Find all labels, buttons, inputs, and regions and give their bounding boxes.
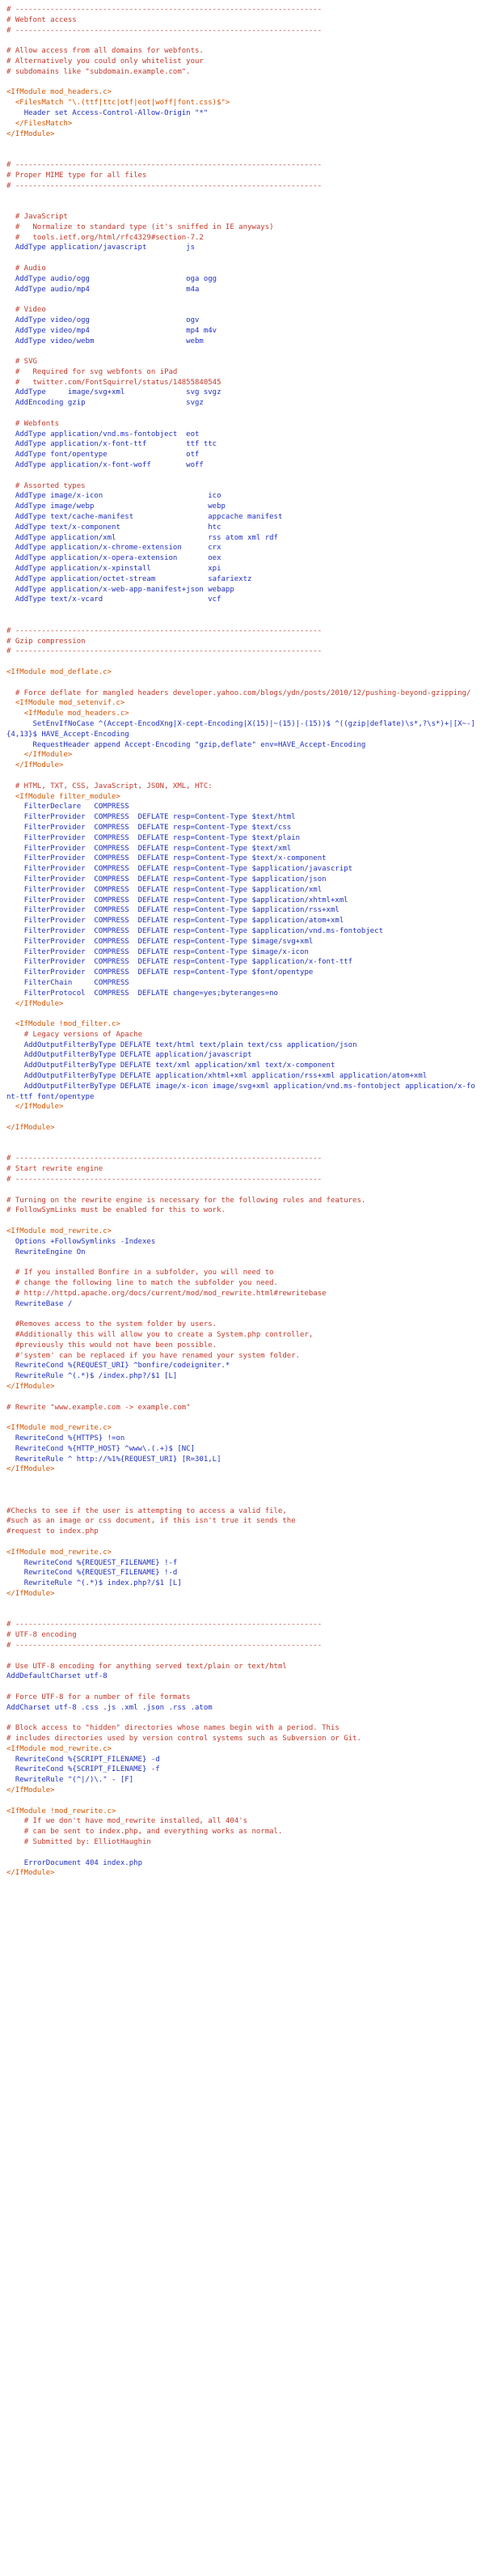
code-line (6, 1599, 479, 1610)
code-line (6, 605, 479, 616)
code-line: <IfModule mod_rewrite.c> (6, 1424, 112, 1433)
code-line (6, 1392, 479, 1403)
code-line (6, 1475, 479, 1485)
code-line (6, 1257, 479, 1268)
code-line: # http://httpd.apache.org/docs/current/mod/mod_rewrite.html#rewritebase (6, 1289, 327, 1298)
code-line: ErrorDocument 404 index.php (6, 1858, 142, 1867)
code-line: # ---------------------------------------------------------------------- (6, 1621, 323, 1629)
code-line: # Submitted by: ElliotHaughin (6, 1838, 151, 1847)
code-line: AddType application/xml rss atom xml rdf (6, 533, 278, 542)
code-line: # JavaScript (6, 212, 68, 221)
code-line: #'system' can be replaced if you have renamed your system folder. (6, 1351, 301, 1360)
code-line: AddOutputFilterByType DEFLATE text/xml application/xml text/x-component (6, 1061, 335, 1070)
code-line: FilterDeclare COMPRESS (6, 803, 129, 811)
code-line: # If we don't have mod_rewrite installed, all 404's (6, 1817, 248, 1826)
code-line: AddType application/vnd.ms-fontobject eot (6, 430, 200, 439)
code-line: <IfModule mod_setenvif.c> (6, 699, 125, 708)
code-line: #previously this would not have been possible. (6, 1341, 217, 1349)
code-line: # Rewrite "www.example.com -> example.com" (6, 1403, 191, 1412)
code-line: # HTML, TXT, CSS, JavaScript, JSON, XML, HTC: (6, 782, 213, 790)
code-line: Options +FollowSymlinks -Indexes (6, 1237, 156, 1246)
code-line: FilterProvider COMPRESS DEFLATE resp=Content-Type $application/javascript (6, 865, 353, 874)
code-line: #such as an image or css document, if this isn't true it sends the (6, 1517, 296, 1526)
code-line (6, 1144, 479, 1155)
code-line: <IfModule mod_deflate.c> (6, 668, 112, 676)
code-line: AddType text/x-component htc (6, 523, 221, 532)
code-line: # Legacy versions of Apache (6, 1030, 142, 1039)
code-line (6, 1112, 479, 1123)
code-line (6, 1682, 479, 1693)
code-line: # Normalize to standard type (it's sniffed in IE anyways) (6, 222, 274, 231)
code-line: # ---------------------------------------------------------------------- (6, 1641, 323, 1650)
code-line: </IfModule> (6, 1869, 55, 1878)
code-line: #Removes access to the system folder by users. (6, 1320, 217, 1329)
code-line: # If you installed Bonfire in a subfolder, you will need to (6, 1269, 274, 1277)
code-line: # Gzip compression (6, 637, 86, 646)
code-line: <IfModule mod_headers.c> (6, 88, 112, 97)
code-line: # ---------------------------------------------------------------------- (6, 647, 323, 656)
code-line: AddType application/javascript js (6, 244, 196, 252)
code-line: # Alternatively you could only whitelist your (6, 57, 204, 66)
code-line: FilterProvider COMPRESS DEFLATE resp=Content-Type $text/html (6, 813, 296, 822)
code-line: # Assorted types (6, 481, 86, 490)
code-line (6, 201, 479, 212)
code-line: # Start rewrite engine (6, 1165, 103, 1174)
code-line: RewriteEngine On (6, 1248, 86, 1256)
code-line: RewriteRule ^(.*)$ index.php?/$1 [L] (6, 1579, 182, 1588)
code-line (6, 616, 479, 626)
code-line: AddType application/x-xpinstall xpi (6, 565, 221, 574)
code-line: AddEncoding gzip svgz (6, 399, 204, 408)
code-line: AddType application/octet-stream safariextz (6, 574, 252, 583)
code-line: # ---------------------------------------------------------------------- (6, 1155, 323, 1163)
code-line (6, 1133, 479, 1144)
code-line: FilterProvider COMPRESS DEFLATE resp=Content-Type $text/css (6, 823, 292, 832)
code-line: #request to index.php (6, 1527, 99, 1536)
code-line: </FilesMatch> (6, 119, 73, 128)
code-line: <IfModule mod_rewrite.c> (6, 1548, 112, 1557)
code-line (6, 1009, 479, 1019)
code-line: <FilesMatch "\.(ttf|ttc|otf|eot|woff|font.css)$"> (6, 99, 230, 108)
code-line: # ---------------------------------------------------------------------- (6, 160, 323, 169)
code-line: <IfModule !mod_rewrite.c> (6, 1807, 116, 1815)
code-line: # Force deflate for mangled headers developer.yahoo.com/blogs/ydn/posts/2010/12/pushing-beyond-gzipping/ (6, 688, 471, 697)
code-line: #Additionally this will allow you to create a System.php controller, (6, 1331, 314, 1339)
code-line (6, 36, 479, 46)
code-line (6, 346, 479, 357)
code-line: # UTF-8 encoding (6, 1631, 77, 1640)
code-line: FilterChain COMPRESS (6, 978, 129, 987)
code-line (6, 1610, 479, 1621)
code-line: <IfModule filter_module> (6, 792, 120, 801)
code-line: RewriteCond %{SCRIPT_FILENAME} -f (6, 1765, 160, 1774)
code-line (6, 1651, 479, 1662)
code-line (6, 771, 479, 782)
code-line (6, 1848, 479, 1858)
code-line: AddType image/svg+xml svg svgz (6, 388, 221, 397)
code-line: </IfModule> (6, 1382, 55, 1391)
code-line: # Allow access from all domains for webfonts. (6, 47, 204, 56)
code-line: # can be sent to index.php, and everything works as normal. (6, 1828, 283, 1837)
code-line (6, 1309, 479, 1320)
code-line: FilterProvider COMPRESS DEFLATE resp=Content-Type $text/xml (6, 844, 292, 853)
code-line: # ---------------------------------------------------------------------- (6, 626, 323, 635)
code-line: AddType application/x-font-woff woff (6, 461, 204, 470)
code-line: FilterProvider COMPRESS DEFLATE resp=Content-Type $application/vnd.ms-fontobject (6, 926, 384, 935)
code-line: AddType video/webm webm (6, 337, 204, 345)
code-line: # ---------------------------------------------------------------------- (6, 181, 323, 190)
code-line: FilterProvider COMPRESS DEFLATE resp=Content-Type $application/json (6, 875, 327, 883)
code-line: AddType font/opentype otf (6, 451, 200, 460)
code-line: FilterProvider COMPRESS DEFLATE resp=Content-Type $text/x-component (6, 854, 327, 863)
code-line: AddType video/ogg ogv (6, 316, 200, 324)
code-line: </IfModule> (6, 1124, 55, 1133)
code-line: AddType audio/ogg oga ogg (6, 274, 217, 283)
code-line: RewriteCond %{HTTPS} !=on (6, 1434, 125, 1443)
code-line: # Force UTF-8 for a number of file formats (6, 1693, 191, 1701)
code-line: FilterProvider COMPRESS DEFLATE resp=Content-Type $text/plain (6, 833, 301, 842)
code-line: # Proper MIME type for all files (6, 171, 147, 180)
code-line: AddOutputFilterByType DEFLATE image/x-icon image/svg+xml application/vnd.ms-fontobject application/x-font-ttf font/opentype (6, 1082, 475, 1101)
code-line: # Required for svg webfonts on iPad (6, 367, 178, 376)
code-line: # tools.ietf.org/html/rfc4329#section-7.2 (6, 233, 204, 242)
code-line: FilterProvider COMPRESS DEFLATE resp=Content-Type $font/opentype (6, 968, 314, 977)
code-line: AddCharset utf-8 .css .js .xml .json .rss .atom (6, 1703, 213, 1712)
code-line (6, 150, 479, 160)
code-line: RewriteRule "(^|/)\." - [F] (6, 1776, 134, 1785)
code-line: RewriteRule ^(.*)$ /index.php?/$1 [L] (6, 1372, 178, 1381)
code-line (6, 294, 479, 305)
code-line: # Audio (6, 264, 46, 273)
code-line: </IfModule> (6, 129, 55, 138)
code-line: RewriteCond %{REQUEST_FILENAME} !-d (6, 1569, 178, 1578)
code-line: AddType image/x-icon ico (6, 492, 221, 501)
code-line: AddType image/webp webp (6, 502, 226, 511)
code-line: FilterProvider COMPRESS DEFLATE resp=Content-Type $image/x-icon (6, 947, 309, 956)
code-line: # Block access to "hidden" directories whose names begin with a period. This (6, 1724, 340, 1733)
code-line: #Checks to see if the user is attempting to access a valid file, (6, 1506, 287, 1515)
code-line: # Webfonts (6, 419, 60, 428)
code-line: <IfModule !mod_filter.c> (6, 1020, 120, 1029)
code-line: AddType audio/mp4 m4a (6, 285, 200, 294)
code-line: </IfModule> (6, 751, 73, 760)
code-line: </IfModule> (6, 1786, 55, 1795)
code-line: FilterProvider COMPRESS DEFLATE resp=Content-Type $application/xhtml+xml (6, 896, 348, 905)
code-line: </IfModule> (6, 1103, 64, 1112)
code-line: # includes directories used by version control systems such as Subversion or Git. (6, 1735, 361, 1743)
code-line (6, 191, 479, 201)
code-line (6, 409, 479, 419)
code-line: </IfModule> (6, 1589, 55, 1598)
code-line (6, 139, 479, 150)
code-line: # ---------------------------------------------------------------------- (6, 6, 323, 14)
code-line: RewriteCond %{REQUEST_URI} ^bonfire/codeigniter.* (6, 1362, 230, 1371)
code-line (6, 1796, 479, 1807)
code-line: # ---------------------------------------------------------------------- (6, 26, 323, 35)
code-line: # Turning on the rewrite engine is necessary for the following rules and features. (6, 1196, 366, 1205)
code-line: RewriteCond %{REQUEST_FILENAME} !-f (6, 1558, 178, 1567)
code-line: AddType application/x-font-ttf ttf ttc (6, 440, 217, 449)
code-line: FilterProvider COMPRESS DEFLATE resp=Content-Type $application/xml (6, 885, 323, 894)
code-line: AddType application/x-opera-extension oex (6, 554, 221, 563)
code-line: FilterProvider COMPRESS DEFLATE resp=Content-Type $application/atom+xml (6, 917, 344, 926)
code-line: # subdomains like "subdomain.example.com". (6, 67, 191, 76)
code-line: <IfModule mod_rewrite.c> (6, 1744, 112, 1753)
code-line: FilterProvider COMPRESS DEFLATE resp=Content-Type $image/svg+xml (6, 937, 314, 946)
code-line (6, 678, 479, 688)
code-line: AddOutputFilterByType DEFLATE text/html text/plain text/css application/json (6, 1040, 357, 1049)
code-line: </IfModule> (6, 999, 64, 1008)
code-line (6, 1496, 479, 1506)
code-line: # change the following line to match the subfolder you need. (6, 1279, 278, 1288)
code-line: FilterProtocol COMPRESS DEFLATE change=yes;byteranges=no (6, 989, 278, 998)
code-line: # Video (6, 306, 46, 315)
code-line: AddDefaultCharset utf-8 (6, 1672, 108, 1681)
code-line: AddOutputFilterByType DEFLATE application/xhtml+xml application/rss+xml application/atom+xml (6, 1072, 428, 1081)
code-line: FilterProvider COMPRESS DEFLATE resp=Content-Type $application/rss+xml (6, 906, 340, 915)
code-line: # twitter.com/FontSquirrel/status/14855840545 (6, 378, 221, 387)
code-line: RewriteCond %{SCRIPT_FILENAME} -d (6, 1755, 160, 1764)
code-line: RequestHeader append Accept-Encoding "gzip,deflate" env=HAVE_Accept-Encoding (6, 740, 366, 749)
code-line: # Use UTF-8 encoding for anything served text/plain or text/html (6, 1662, 287, 1671)
code-line: RewriteRule ^ http://%1%{REQUEST_URI} [R=301,L] (6, 1455, 221, 1464)
code-line: # ---------------------------------------------------------------------- (6, 1176, 323, 1184)
code-line (6, 1537, 479, 1548)
code-line: AddOutputFilterByType DEFLATE application/javascript (6, 1051, 252, 1060)
code-line: SetEnvIfNoCase ^(Accept-EncodXng|X-cept-Encoding|X(15)|~(15)|-(15))$ ^((gzip|deflate)\s*,?\s*)+|[X~-]{4,13}$ HAVE_Accept-Encoding (6, 719, 475, 739)
code-line: <IfModule mod_headers.c> (6, 710, 129, 718)
code-line: Header set Access-Control-Allow-Origin "*" (6, 108, 209, 117)
code-line (6, 1216, 479, 1227)
code-line (6, 1413, 479, 1423)
code-line: <IfModule mod_rewrite.c> (6, 1227, 112, 1236)
code-line (6, 253, 479, 264)
code-line (6, 471, 479, 481)
code-line (6, 1713, 479, 1723)
code-line: RewriteBase / (6, 1299, 73, 1308)
code-line: </IfModule> (6, 761, 64, 770)
code-line (6, 1185, 479, 1196)
code-line: </IfModule> (6, 1465, 55, 1474)
code-line (6, 78, 479, 88)
code-line: FilterProvider COMPRESS DEFLATE resp=Content-Type $application/x-font-ttf (6, 958, 353, 967)
code-line: # SVG (6, 358, 37, 366)
code-line: # FollowSymLinks must be enabled for this to work. (6, 1206, 226, 1215)
code-line: AddType application/x-chrome-extension crx (6, 544, 221, 553)
code-line (6, 1485, 479, 1496)
code-line: RewriteCond %{HTTP_HOST} ^www\.(.+)$ [NC] (6, 1444, 196, 1453)
code-line: # Webfont access (6, 15, 77, 24)
code-line: AddType text/cache-manifest appcache manifest (6, 513, 283, 522)
code-line: AddType application/x-web-app-manifest+json webapp (6, 585, 234, 594)
code-line: AddType text/x-vcard vcf (6, 595, 221, 604)
code-line (6, 657, 479, 667)
code-line: AddType video/mp4 mp4 m4v (6, 326, 217, 335)
